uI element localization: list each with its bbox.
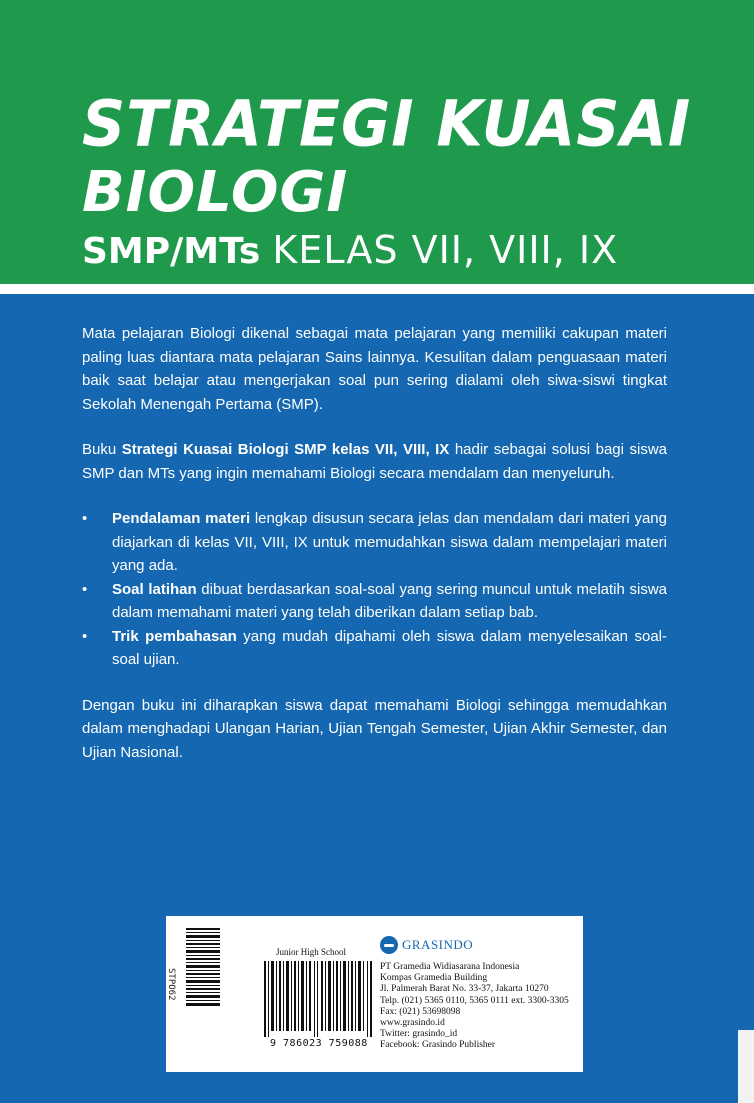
subtitle-bold: SMP/MTs bbox=[82, 231, 261, 272]
description bbox=[82, 322, 667, 786]
paragraph-2-suffix: hadir sebagai solusi bagi siswa SMP dan MTs yang ingin memahami Biologi secara mendalam dan menyeluruh. bbox=[82, 441, 668, 482]
publisher-line: Facebook: Grasindo Publisher bbox=[380, 1040, 496, 1051]
isbn-number: 9 786023 759088 bbox=[270, 1038, 368, 1049]
publisher-line: Jl. Palmerah Barat No. 33-37, Jakarta 10270 bbox=[380, 984, 549, 995]
bullet-text: yang mudah dipahami oleh siswa dalam menyelesaikan soal-soal ujian. bbox=[112, 627, 667, 668]
paragraph-3: Dengan buku ini diharapkan siswa dapat memahami Biologi sehingga memudahkan dalam menghadapi Ulangan Harian, Ujian Tengah Semester, Ujian Akhir Semester, dan Ujian Nasional. bbox=[82, 696, 667, 761]
list-item bbox=[82, 578, 667, 625]
publisher-line: Twitter: grasindo_id bbox=[380, 1029, 458, 1040]
logo-text: GRASINDO bbox=[402, 937, 474, 952]
paragraph-2-bold: Strategi Kuasai Biologi SMP kelas VII, VIII, IX bbox=[121, 441, 450, 458]
white-divider bbox=[0, 284, 754, 294]
barcode-panel bbox=[166, 916, 583, 1072]
barcode-label: Junior High School bbox=[276, 947, 347, 957]
list-item bbox=[82, 507, 667, 578]
publisher-line: PT Gramedia Widiasarana Indonesia bbox=[380, 962, 520, 972]
bullet-icon: • bbox=[82, 580, 88, 598]
paragraph-2 bbox=[82, 438, 667, 485]
publisher-line: Fax: (021) 53698098 bbox=[380, 1006, 461, 1017]
subtitle-light: KELAS VII, VIII, IX bbox=[272, 228, 619, 272]
publisher-line: Telp. (021) 5365 0110, 5365 0111 ext. 3300-3305 bbox=[380, 995, 569, 1006]
page-edge bbox=[738, 1030, 754, 1103]
list-item bbox=[82, 625, 667, 672]
paragraph-2-prefix: Buku bbox=[82, 441, 122, 458]
bullet-icon: • bbox=[82, 510, 88, 527]
feature-list bbox=[82, 507, 667, 672]
paragraph-1: Mata pelajaran Biologi dikenal sebagai mata pelajaran yang memiliki cakupan materi paling luas diantara mata pelajaran Sains lainnya. Kesulitan dalam penguasaan materi baik saat belajar atau mengerjakan soal pun sering dialami oleh siwa-siswi tingkat Sekolah Menengah Pertama (SMP). bbox=[82, 325, 667, 413]
bullet-title: Pendalaman materi bbox=[112, 510, 251, 527]
side-barcode-icon bbox=[186, 928, 220, 1006]
publisher-line: www.grasindo.id bbox=[380, 1018, 445, 1029]
bullet-text: dibuat berdasarkan soal-soal yang sering muncul untuk melatih siswa dalam memahami materi yang telah diberikan dalam setiap bab. bbox=[112, 580, 668, 621]
title-line-2: BIOLOGI bbox=[82, 160, 349, 225]
grasindo-logo-icon bbox=[380, 936, 398, 954]
publisher-logo bbox=[380, 936, 473, 954]
bullet-title: Trik pembahasan bbox=[112, 627, 237, 645]
bullet-icon: • bbox=[82, 627, 88, 645]
publisher-line: Kompas Gramedia Building bbox=[380, 973, 488, 984]
side-code: STPO62 bbox=[166, 968, 176, 1001]
title-line-1: STRATEGI KUASAI bbox=[82, 88, 692, 162]
isbn-barcode-icon bbox=[264, 961, 374, 1037]
bullet-text: lengkap disusun secara jelas dan mendalam dari materi yang diajarkan di kelas VII, VIII, IX untuk memudahkan siswa dalam mempelajari materi yang ada. bbox=[112, 510, 667, 574]
bullet-title: Soal latihan bbox=[112, 580, 197, 598]
subtitle bbox=[82, 228, 618, 272]
publisher-info bbox=[380, 962, 569, 1052]
